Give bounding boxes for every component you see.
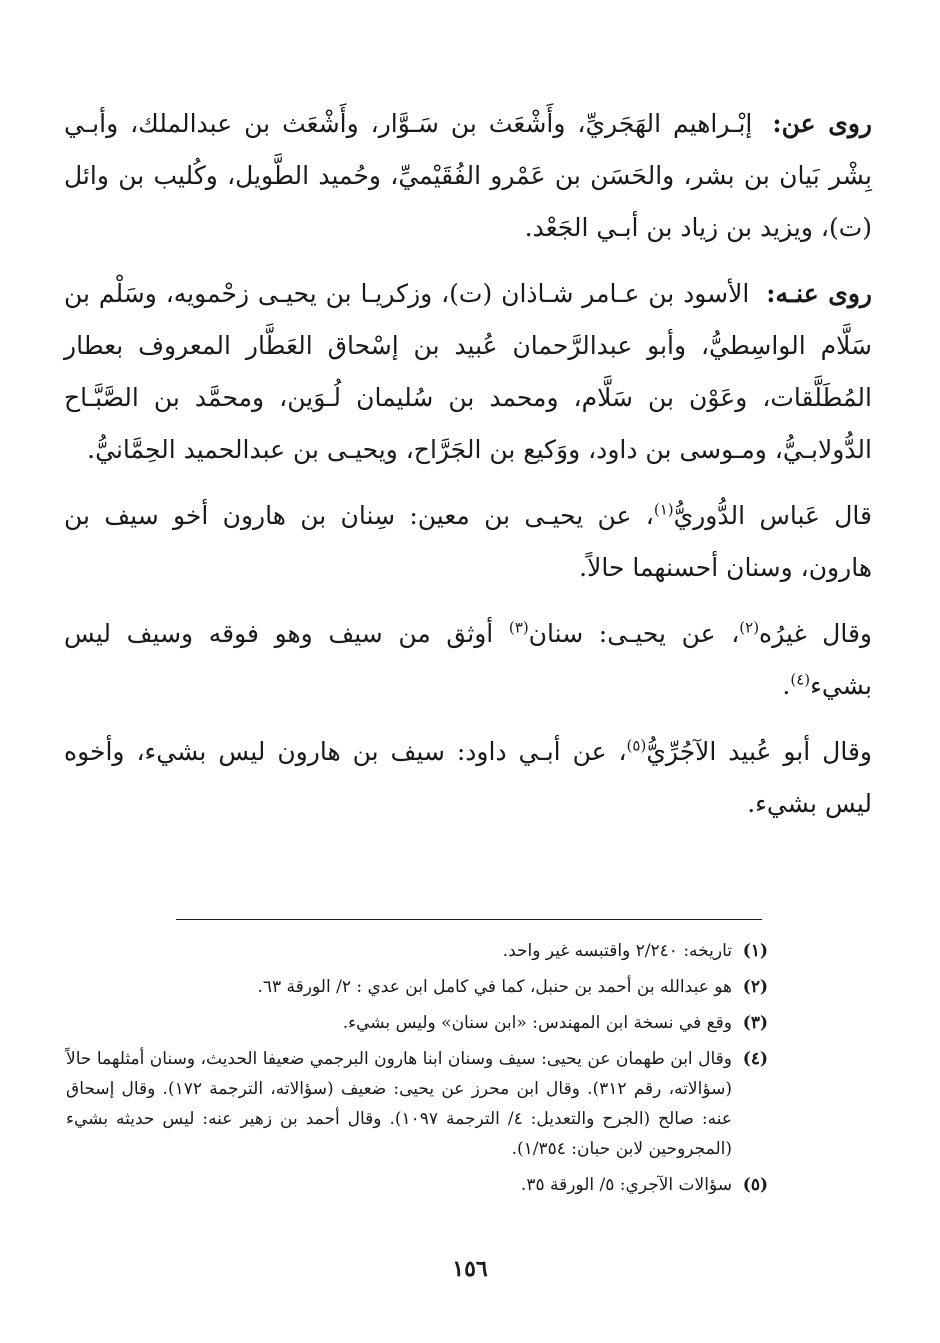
other-quote-paragraph: [64, 608, 872, 712]
footnote-item: [66, 1170, 768, 1200]
narrated-by-paragraph: [64, 268, 872, 476]
footnote-text: تاريخه: ٢/٢٤٠ واقتبسه غير واحد.: [502, 941, 732, 961]
paragraph-text: وقال أبو عُبيد الآجُرِّيُّ: [646, 737, 872, 766]
footnote-item: [66, 1044, 768, 1164]
footnote-item: [66, 972, 768, 1002]
paragraph-text: الأسود بن عـامر شـاذان (ت)، وزكريـا بن يحيـى زحْمويه، وسَلْم بن سَلَّام الواسِطيُّ، وأبو عبدالرَّحمان عُبيد بن إسْحاق العَطَّار المعروف بعطار المُطَلَّقات، وعَوْن بن سَلَّام، ومحمد بن سُليمان لُـوَين، ومحمَّد بن الصَّبَّـاح الدُّولابـيُّ، ومـوسى بن داود، ووَكيع بن الجَرَّاح، ويحيـى بن عبدالحميد الحِمَّانيُّ.: [64, 279, 872, 464]
abbas-quote-paragraph: [64, 490, 872, 594]
footnote-ref[interactable]: (١): [653, 500, 674, 519]
footnote-ref[interactable]: (٥): [626, 736, 647, 755]
footnote-number: (٥): [742, 1175, 768, 1195]
footnote-ref[interactable]: (٢): [739, 618, 760, 637]
paragraph-text: .: [782, 671, 791, 700]
footnote-number: (٢): [742, 977, 768, 997]
footnote-divider: [176, 919, 762, 920]
ajurri-quote-paragraph: [64, 726, 872, 830]
paragraph-text: ، عن أبـي داود: سيف بن هارون ليس بشيء، وأخوه ليس بشيء.: [64, 737, 872, 818]
footnote-text: وقال ابن طهمان عن يحيى: سيف وسنان ابنا هارون البرجمي ضعيفا الحديث، وسنان أمثلهما حالاً (سؤالاته، رقم ٣١٢). وقال ابن محرز عن يحيى: ضعيف (سؤالاته، الترجمة ١٧٢). وقال إسحاق عنه: صالح (الجرح والتعديل: ٤/ الترجمة ١٠٩٧). وقال أحمد بن زهير عنه: ليس حديثه بشيء (المجروحين لابن حبان: ١/٣٥٤).: [66, 1049, 733, 1159]
footnote-text: سؤالات الآجري: ٥/ الورقة ٣٥.: [520, 1175, 732, 1195]
footnote-ref[interactable]: (٣): [508, 618, 529, 637]
footnotes: [66, 936, 768, 1206]
footnote-item: [66, 936, 768, 966]
paragraph-lead: روى عن:: [772, 109, 873, 138]
narrated-from-paragraph: [64, 98, 872, 254]
paragraph-text: إبْـراهيم الهَجَريِّ، وأَشْعَث بن سَـوَّار، وأَشْعَث بن عبدالملك، وأبـي بِشْر بَيان بن بشر، والحَسَن بن عَمْرو الفُقَيْميِّ، وحُميد الطَّويل، وكُليب بن وائل (ت)، ويزيد بن زياد بن أبـي الجَعْد.: [64, 109, 872, 242]
footnote-number: (٣): [742, 1013, 768, 1033]
footnote-item: [66, 1008, 768, 1038]
footnote-number: (٤): [742, 1049, 768, 1069]
paragraph-text: أوثق من سيف وهو فوقه وسيف ليس بشيء: [64, 619, 872, 700]
footnote-number: (١): [742, 941, 768, 961]
page-number: ١٥٦: [452, 1256, 488, 1282]
footnote-text: وقع في نسخة ابن المهندس: «ابن سنان» وليس بشيء.: [342, 1013, 732, 1033]
paragraph-lead: روى عنـه:: [766, 279, 872, 308]
paragraph-text: قال عَباس الدُّوريُّ: [673, 501, 872, 530]
footnote-text: هو عبدالله بن أحمد بن حنبل، كما في كامل ابن عدي : ٢/ الورقة ٦٣.: [257, 977, 732, 997]
paragraph-text: ، عن يحيـى: سنان: [528, 619, 740, 648]
paragraph-text: وقال غيرُه: [759, 619, 872, 648]
footnote-ref[interactable]: (٤): [790, 670, 811, 689]
paragraph-text: ، عن يحيـى بن معين: سِنان بن هارون أخو سيف بن هارون، وسنان أحسنهما حالاً.: [64, 501, 872, 582]
main-text: [64, 98, 872, 844]
